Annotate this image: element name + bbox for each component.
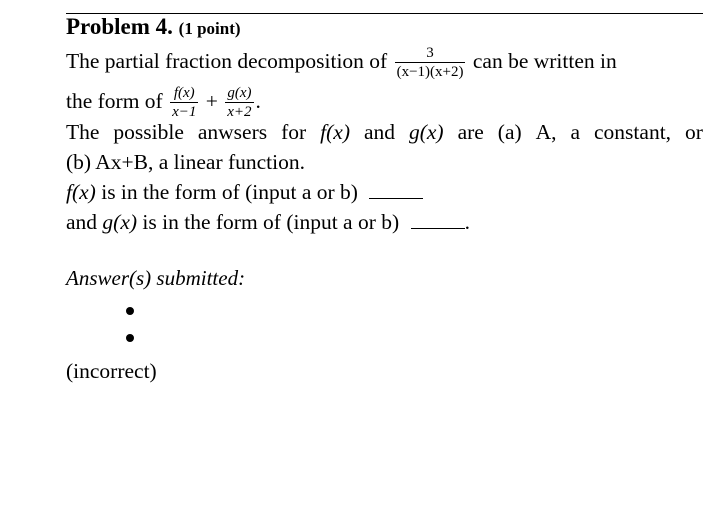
- answer-blank-g[interactable]: [411, 227, 465, 229]
- fraction-g: [225, 86, 253, 120]
- period: .: [464, 210, 470, 234]
- question-g-text: is in the form of (input a or b): [142, 210, 400, 234]
- word: (a): [497, 120, 522, 144]
- statement-text-2: the form of: [66, 88, 163, 113]
- problem-points: (1 point): [178, 19, 241, 38]
- answer-status: (incorrect): [66, 359, 157, 383]
- answer-item-1: [126, 307, 134, 315]
- math-fx: f(x): [66, 180, 96, 204]
- problem-title: [66, 14, 241, 40]
- word: anwsers: [197, 120, 268, 144]
- and-text: and: [66, 210, 98, 234]
- answers-heading: Answer(s) submitted:: [66, 266, 246, 290]
- fraction-g-denominator: x+2: [227, 104, 252, 120]
- statement-line-5: [66, 180, 423, 205]
- word: and: [363, 120, 395, 144]
- word: possible: [113, 120, 184, 144]
- fraction-f: [170, 86, 198, 120]
- statement-line-2: [66, 86, 261, 120]
- word: A,: [535, 120, 557, 144]
- fraction-g-numerator: g(x): [227, 85, 252, 101]
- word: are: [457, 120, 484, 144]
- fraction-given-numerator: 3: [426, 45, 434, 61]
- answer-blank-f[interactable]: [369, 197, 423, 199]
- statement-line-4: (b) Ax+B, a linear function.: [66, 150, 306, 174]
- word: for: [281, 120, 307, 144]
- answer-item-2: [126, 334, 134, 342]
- statement-line-6: [66, 210, 470, 235]
- math-gx: g(x): [408, 120, 444, 144]
- word: a: [570, 120, 581, 144]
- word: or: [685, 120, 703, 144]
- word: The: [66, 120, 100, 144]
- period: .: [255, 88, 261, 113]
- statement-tail-1: can be written in: [472, 48, 617, 73]
- problem-number: Problem 4.: [66, 14, 173, 39]
- statement-line-1: [66, 46, 617, 80]
- statement-line-3: [66, 120, 703, 145]
- fraction-f-denominator: x−1: [172, 104, 197, 120]
- statement-text-1: The partial fraction decomposition of: [66, 48, 388, 73]
- fraction-given: [395, 46, 466, 80]
- math-gx: g(x): [102, 210, 138, 234]
- question-f-text: is in the form of (input a or b): [101, 180, 358, 204]
- word: constant,: [594, 120, 672, 144]
- plus-sign: +: [205, 88, 218, 113]
- math-fx: f(x): [320, 120, 350, 144]
- fraction-f-numerator: f(x): [173, 85, 195, 101]
- fraction-given-denominator: (x−1)(x+2): [396, 64, 464, 80]
